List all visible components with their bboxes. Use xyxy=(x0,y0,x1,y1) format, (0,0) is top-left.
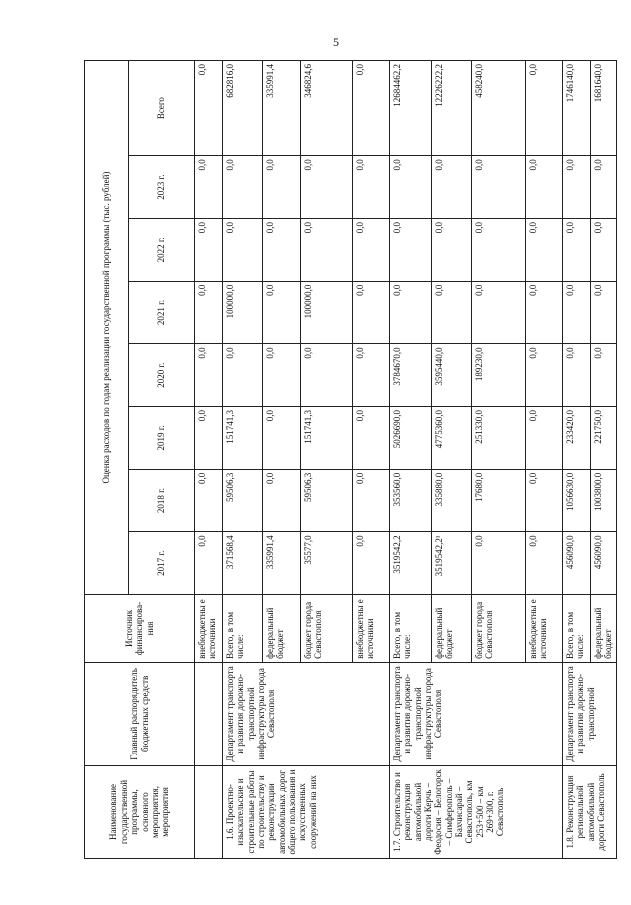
cell-value: 0,0 xyxy=(472,218,526,281)
cell-org: Департамент транспорта и развития дорожно-транспортной инфраструктуры города Севастополя xyxy=(223,662,390,765)
cell-value: 0,0 xyxy=(526,344,563,407)
cell-value: 0,0 xyxy=(301,156,353,219)
header-estimate: Оценка расходов по годам реализации государственной программы (тыс. рублей) xyxy=(85,61,129,595)
cell-name: 1.8. Реконструкция региональной автомобильной дороги Севастополь xyxy=(563,765,617,858)
cell-source: внебюджетны е источники xyxy=(353,595,390,663)
table-row xyxy=(390,61,432,859)
cell-value: 3519542,2 xyxy=(390,532,432,595)
cell-value: 0,0 xyxy=(591,218,617,281)
cell-value: 0,0 xyxy=(563,281,591,344)
cell-value: 0,0 xyxy=(526,532,563,595)
cell-value: 0,0 xyxy=(263,344,301,407)
budget-table xyxy=(84,60,617,859)
cell-value: 335991,4 xyxy=(263,61,301,156)
cell-value: 0,0 xyxy=(263,469,301,532)
cell-source: Всего, в том числе: xyxy=(390,595,432,663)
cell-value: 100000,0 xyxy=(301,281,353,344)
cell-value: 0,0 xyxy=(353,344,390,407)
header-source: Источник финансирова-ния xyxy=(85,595,195,663)
cell-value: 1003800,0 xyxy=(591,469,617,532)
cell-value: 0,0 xyxy=(195,407,223,470)
cell-value: 0,0 xyxy=(526,218,563,281)
cell-value: 458240,0 xyxy=(472,61,526,156)
cell-value: 0,0 xyxy=(432,156,472,219)
table-row xyxy=(563,61,591,859)
cell-value: 3784670,0 xyxy=(390,344,432,407)
cell-value: 0,0 xyxy=(301,344,353,407)
cell-value: 3519542,2¹ xyxy=(432,532,472,595)
cell-value: 0,0 xyxy=(526,61,563,156)
cell-source: Всего, в том числе: xyxy=(223,595,263,663)
cell-value: 0,0 xyxy=(353,61,390,156)
cell-value: 0,0 xyxy=(472,156,526,219)
cell-value: 0,0 xyxy=(195,469,223,532)
cell-value: 0,0 xyxy=(591,281,617,344)
cell-value: 0,0 xyxy=(526,407,563,470)
cell-value: 0,0 xyxy=(563,218,591,281)
header-year: 2023 г. xyxy=(129,156,195,219)
cell-value: 0,0 xyxy=(195,156,223,219)
header-org: Главный распорядитель бюджетных средств xyxy=(85,662,195,765)
cell-source: бюджет города Севастополя xyxy=(301,595,353,663)
cell-value: 0,0 xyxy=(195,281,223,344)
cell-source: бюджет города Севастополя xyxy=(472,595,526,663)
header-name: Наименование государственной программы, основного мероприятия, мероприятия xyxy=(85,765,195,858)
cell-value: 0,0 xyxy=(390,156,432,219)
cell-value: 189230,0 xyxy=(472,344,526,407)
cell-value: 4775360,0 xyxy=(432,407,472,470)
cell-org: Департамент транспорта и развития дорожно-транспортной xyxy=(563,662,617,765)
header-year: 2019 г. xyxy=(129,407,195,470)
cell-source: федеральный бюджет xyxy=(591,595,617,663)
cell-value: 0,0 xyxy=(263,156,301,219)
cell-value: 35577,0 xyxy=(301,532,353,595)
cell-value: 0,0 xyxy=(563,344,591,407)
cell-org: Департамент транспорта и развития дорожно-транспортной инфраструктуры города Севастополя xyxy=(390,662,563,765)
cell-value: 682816,0 xyxy=(223,61,263,156)
cell-value: 0,0 xyxy=(195,344,223,407)
header-total: Всего xyxy=(129,61,195,156)
header-year: 2020 г. xyxy=(129,344,195,407)
header-year: 2017 г. xyxy=(129,532,195,595)
cell-source: внебюджетны е источники xyxy=(526,595,563,663)
cell-value: 0,0 xyxy=(591,156,617,219)
cell-value: 0,0 xyxy=(223,344,263,407)
cell-name xyxy=(195,765,223,858)
header-year: 2021 г. xyxy=(129,281,195,344)
cell-value: 0,0 xyxy=(353,218,390,281)
cell-value: 0,0 xyxy=(353,532,390,595)
cell-value: 346824,6 xyxy=(301,61,353,156)
cell-name: 1.7. Строительство и реконструкция автомобильной дороги Керчь – Феодосия – Белогорск – Симферополь – Бахчисарай – Севастополь, км 253+500 – км 269+300, г. Севастополь xyxy=(390,765,563,858)
cell-value: 59506,3 xyxy=(223,469,263,532)
cell-value: 371568,4 xyxy=(223,532,263,595)
cell-value: 335991,4 xyxy=(263,532,301,595)
cell-value: 1681640,0 xyxy=(591,61,617,156)
cell-source: федеральный бюджет xyxy=(263,595,301,663)
cell-name: 1.6. Проектно-изыскательские и строительные работы по строительству и реконструкции автомобильных дорог общего пользования и искусственных сооружений на них xyxy=(223,765,390,858)
cell-source: внебюджетны е источники xyxy=(195,595,223,663)
cell-source: федеральный бюджет xyxy=(432,595,472,663)
cell-value: 0,0 xyxy=(390,218,432,281)
cell-value: 0,0 xyxy=(526,156,563,219)
cell-value: 0,0 xyxy=(432,218,472,281)
cell-value: 0,0 xyxy=(472,281,526,344)
cell-value: 456090,0 xyxy=(563,532,591,595)
cell-value: 151741,3 xyxy=(301,407,353,470)
cell-value: 251330,0 xyxy=(472,407,526,470)
cell-value: 221750,0 xyxy=(591,407,617,470)
cell-value: 0,0 xyxy=(353,156,390,219)
cell-value: 151741,3 xyxy=(223,407,263,470)
header-year: 2022 г. xyxy=(129,218,195,281)
cell-value: 0,0 xyxy=(353,469,390,532)
cell-value: 0,0 xyxy=(195,532,223,595)
cell-value: 0,0 xyxy=(526,469,563,532)
cell-value: 0,0 xyxy=(195,61,223,156)
cell-value: 0,0 xyxy=(353,407,390,470)
cell-value: 0,0 xyxy=(301,218,353,281)
cell-value: 0,0 xyxy=(390,281,432,344)
cell-value: 0,0 xyxy=(353,281,390,344)
cell-value: 59506,3 xyxy=(301,469,353,532)
table-frame xyxy=(84,60,614,859)
cell-value: 0,0 xyxy=(563,156,591,219)
cell-value: 0,0 xyxy=(263,218,301,281)
cell-value: 233420,0 xyxy=(563,407,591,470)
header-year: 2018 г. xyxy=(129,469,195,532)
cell-value: 3595440,0 xyxy=(432,344,472,407)
cell-value: 12684462,2 xyxy=(390,61,432,156)
cell-value: 353560,0 xyxy=(390,469,432,532)
cell-value: 0,0 xyxy=(263,407,301,470)
cell-value: 0,0 xyxy=(526,281,563,344)
cell-value: 100000,0 xyxy=(223,281,263,344)
cell-value: 1056630,0 xyxy=(563,469,591,532)
cell-value: 1746140,0 xyxy=(563,61,591,156)
cell-value: 0,0 xyxy=(195,218,223,281)
cell-value: 12226222,2 xyxy=(432,61,472,156)
cell-value: 0,0 xyxy=(223,156,263,219)
cell-value: 335880,0 xyxy=(432,469,472,532)
cell-value: 0,0 xyxy=(472,532,526,595)
rotated-stage xyxy=(84,60,614,859)
table-row xyxy=(223,61,263,859)
cell-source: Всего, в том числе: xyxy=(563,595,591,663)
cell-value: 456090,0 xyxy=(591,532,617,595)
cell-value: 17680,0 xyxy=(472,469,526,532)
table-row xyxy=(195,61,223,859)
cell-value: 5026690,0 xyxy=(390,407,432,470)
page-number: 5 xyxy=(333,35,339,49)
cell-value: 0,0 xyxy=(432,281,472,344)
cell-value: 0,0 xyxy=(263,281,301,344)
cell-value: 0,0 xyxy=(223,218,263,281)
cell-org xyxy=(195,662,223,765)
cell-value: 0,0 xyxy=(591,344,617,407)
